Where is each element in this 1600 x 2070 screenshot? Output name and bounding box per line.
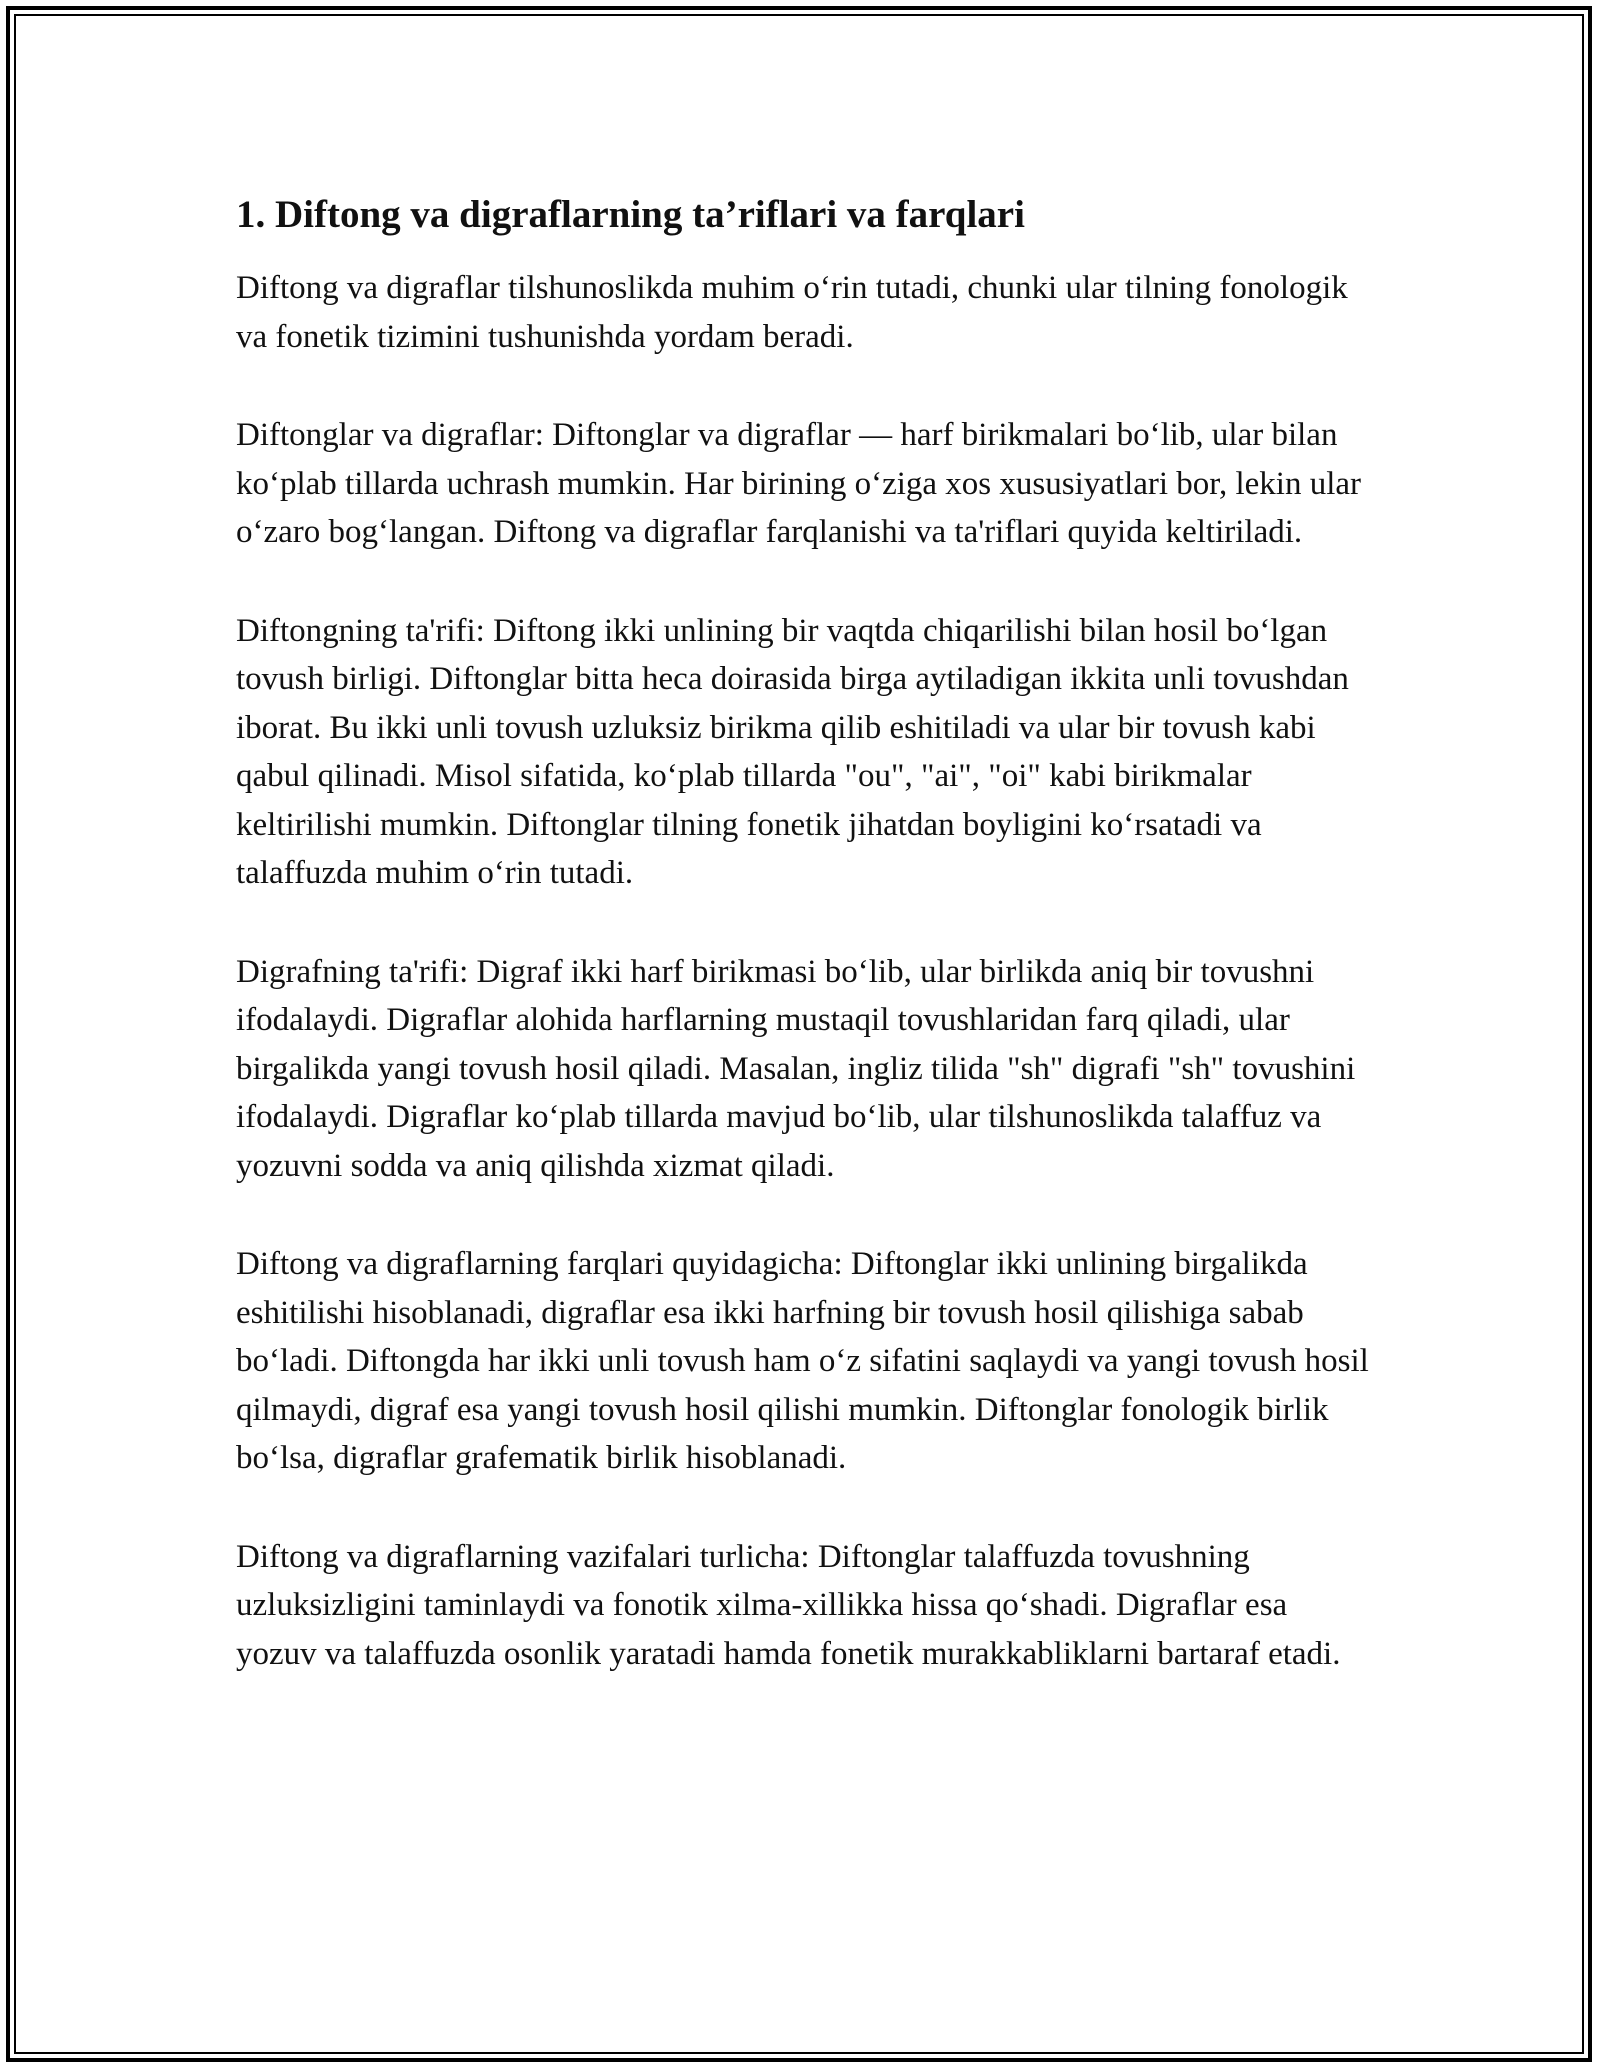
paragraph-differences: Diftong va digraflarning farqlari quyidagicha: Diftonglar ikki unlining birgalikda eshitilishi hisoblanadi, digraflar esa ikki harfning bir tovush hosil qilishiga sabab bo‘ladi. Diftongda har ikki unli tovush ham o‘z sifatini saqlaydi va yangi tovush hosil qilmaydi, digraf esa yangi tovush hosil qilishi mumkin. Diftonglar fonologik birlik bo‘lsa, digraflar grafematik birlik hisoblanadi. (236, 1246, 1369, 1476)
section-heading: 1. Diftong va digraflarning ta’riflari va farqlari (236, 193, 1025, 236)
paragraph-overview: Diftonglar va digraflar: Diftonglar va digraflar — harf birikmalari bo‘lib, ular bilan ko‘plab tillarda uchrash mumkin. Har birining o‘ziga xos xususiyatlari bor, lekin ular o‘zaro bog‘langan. Diftong va digraflar farqlanishi va ta'riflari quyida keltiriladi. (236, 417, 1361, 550)
paragraph-digraph-definition: Digrafning ta'rifi: Digraf ikki harf birikmasi bo‘lib, ular birlikda aniq bir tovushni ifodalaydi. Digraflar alohida harflarning mustaqil tovushlaridan farq qiladi, ular birgalikda yangi tovush hosil qiladi. Masalan, ingliz tilida "sh" digrafi "sh" tovushini ifodalaydi. Digraflar ko‘plab tillarda mavjud bo‘lib, ular tilshunoslikda talaffuz va yozuvni sodda va aniq qilishda xizmat qiladi. (236, 953, 1356, 1184)
paragraph-diphthong-definition: Diftongning ta'rifi: Diftong ikki unlining bir vaqtda chiqarilishi bilan hosil bo‘lgan tovush birligi. Diftonglar bitta heca doirasida birga aytiladigan ikkita unli tovushdan iborat. Bu ikki unli tovush uzluksiz birikma qilib eshitiladi va ular bir tovush kabi qabul qilinadi. Misol sifatida, ko‘plab tillarda "ou", "ai", "oi" kabi birikmalar keltirilishi mumkin. Diftonglar tilning fonetik jihatdan boyligini ko‘rsatadi va talaffuzda muhim o‘rin tutadi. (236, 612, 1349, 891)
paragraph-functions: Diftong va digraflarning vazifalari turlicha: Diftonglar talaffuzda tovushning uzluksizligini taminlaydi va fonotik xilma-xillikka hissa qo‘shadi. Digraflar esa yozuv va talaffuzda osonlik yaratadi hamda fonetik murakkabliklarni bartaraf etadi. (236, 1538, 1341, 1672)
paragraph-intro: Diftong va digraflar tilshunoslikda muhim o‘rin tutadi, chunki ular tilning fonologik va fonetik tizimini tushunishda yordam beradi. (236, 270, 1348, 355)
document-body (236, 188, 1376, 1728)
